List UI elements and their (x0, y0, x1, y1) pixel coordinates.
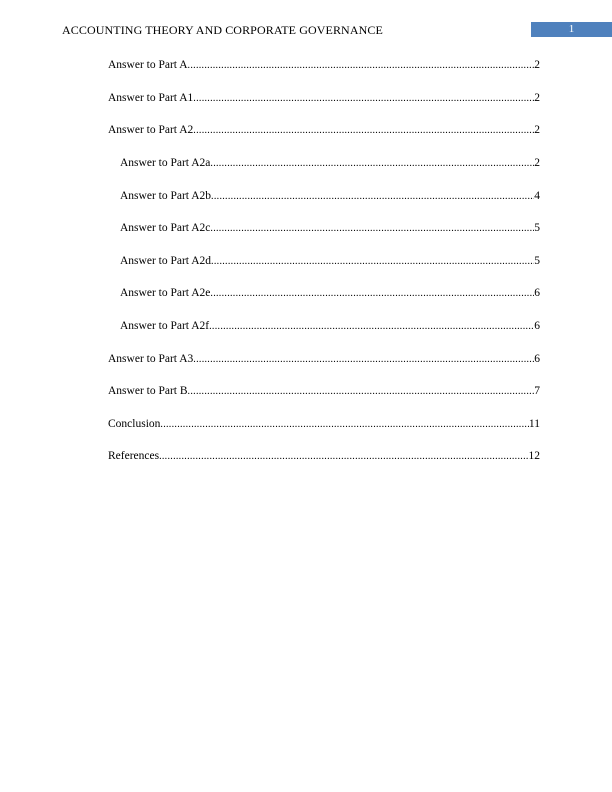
page-number-badge: 1 (531, 22, 612, 37)
toc-entry-label: Answer to Part A (108, 59, 188, 71)
toc-entry[interactable] (108, 417, 540, 431)
toc-entry-label: Answer to Part A2d (120, 255, 212, 267)
toc-entry[interactable] (108, 58, 540, 72)
toc-entry-label: Answer to Part A2b (120, 190, 212, 202)
toc-entry-label: Answer to Part A2 (108, 124, 194, 136)
toc-entry-label: Answer to Part B (108, 385, 188, 397)
toc-dot-leader (188, 59, 535, 72)
running-header-title: ACCOUNTING THEORY AND CORPORATE GOVERNANCE (62, 23, 383, 37)
toc-dot-leader (188, 385, 535, 398)
toc-entry-page: 2 (534, 92, 540, 104)
toc-entry-label: Conclusion (108, 418, 161, 430)
toc-entry-label: Answer to Part A3 (108, 353, 194, 365)
toc-entry-label: Answer to Part A2e (120, 287, 211, 299)
toc-entry-page: 5 (534, 255, 540, 267)
toc-entry[interactable] (108, 384, 540, 398)
toc-entry[interactable] (108, 352, 540, 366)
toc-dot-leader (210, 157, 534, 170)
toc-subentry[interactable] (120, 189, 540, 203)
toc-subentry[interactable] (120, 254, 540, 268)
toc-entry-label: References (108, 450, 160, 462)
toc-entry-label: Answer to Part A1 (108, 92, 194, 104)
toc-dot-leader (211, 255, 534, 268)
toc-entry[interactable] (108, 91, 540, 105)
toc-dot-leader (193, 353, 534, 366)
toc-entry-page: 6 (534, 287, 540, 299)
toc-subentry[interactable] (120, 221, 540, 235)
toc-entry-page: 6 (534, 353, 540, 365)
toc-dot-leader (159, 450, 528, 463)
toc-dot-leader (210, 287, 534, 300)
toc-entry[interactable] (108, 123, 540, 137)
toc-entry-page: 2 (534, 124, 540, 136)
toc-entry-page: 5 (534, 222, 540, 234)
toc-subentry[interactable] (120, 319, 540, 333)
toc-entry-page: 6 (534, 320, 540, 332)
toc-dot-leader (209, 320, 534, 333)
toc-entry-label: Answer to Part A2c (120, 222, 211, 234)
toc-entry-page: 2 (534, 59, 540, 71)
toc-entry-page: 4 (534, 190, 540, 202)
toc-entry-page: 12 (528, 450, 540, 462)
toc-entry-page: 2 (534, 157, 540, 169)
toc-entry-label: Answer to Part A2a (120, 157, 211, 169)
toc-entry-page: 7 (534, 385, 540, 397)
toc-dot-leader (193, 124, 534, 137)
toc-entry-label: Answer to Part A2f (120, 320, 210, 332)
toc-subentry[interactable] (120, 156, 540, 170)
toc-dot-leader (193, 92, 534, 105)
toc-dot-leader (210, 222, 534, 235)
toc-entry-page: 11 (528, 418, 540, 430)
toc-dot-leader (211, 190, 534, 203)
toc-entry[interactable] (108, 449, 540, 463)
toc-dot-leader (160, 418, 529, 431)
toc-subentry[interactable] (120, 286, 540, 300)
